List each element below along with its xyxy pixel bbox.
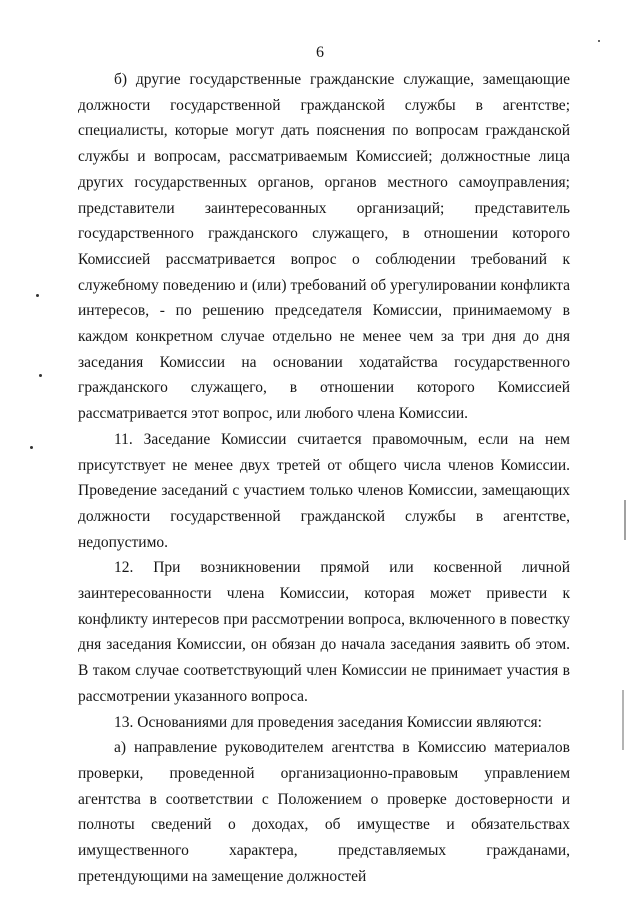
scan-edge-mark [622,690,624,750]
scan-speck [598,40,600,42]
paragraph-12-conflict-of-interest: 12. При возникновении прямой или косвенной личной заинтересованности члена Комиссии, которая может привести к конфликту интересов при рассмотрении вопроса, включенного в повестку дня заседания Комиссии, он обязан до начала заседания заявить об этом. В таком случае соответствующий член Комиссии не принимает участия в рассмотрении указанного вопроса. [78,559,570,705]
paragraph-11-quorum: 11. Заседание Комиссии считается правомочным, если на нем присутствует не менее двух третей от общего числа членов Комиссии. Проведение заседаний с участием только членов Комиссии, замещающих должности государственной гражданской службы в агентстве, недопустимо. [78,430,570,551]
paragraph-13-grounds: 13. Основаниями для проведения заседания Комиссии являются: [114,713,542,731]
scan-speck [36,294,39,297]
scan-speck [39,374,42,377]
page-number: 6 [316,44,324,61]
scan-speck [30,446,33,449]
scan-edge-mark [624,500,626,540]
paragraph-b-other-servants: б) другие государственные гражданские служащие, замещающие должности государственной гражданской службы в агентстве; специалисты, которые могут дать пояснения по вопросам гражданской службы и вопросам, рассматриваемым Комиссией; должностные лица других государственных органов, органов местного самоуправления; представители заинтересованных организаций; представитель государственного гражданского служащего, в отношении которого Комиссией рассматривается вопрос о соблюдении требований к служебному поведению и (или) требований об урегулировании конфликта интересов, - по решению председателя Комиссии, принимаемому в каждом конкретном случае отдельно не менее чем за три дня до дня заседания Комиссии на основании ходатайства государственного гражданского служащего, в отношении которого Комиссией рассматривается этот вопрос, или любого члена Комиссии. [78,71,570,423]
document-body [78,67,570,890]
paragraph-a-direction-of-materials: а) направление руководителем агентства в Комиссию материалов проверки, проведенной организационно-правовым управлением агентства в соответствии с Положением о проверке достоверности и полноты сведений о доходах, об имуществе и обязательствах имущественного характера, представляемых гражданами, претендующими на замещение должностей [78,739,570,885]
